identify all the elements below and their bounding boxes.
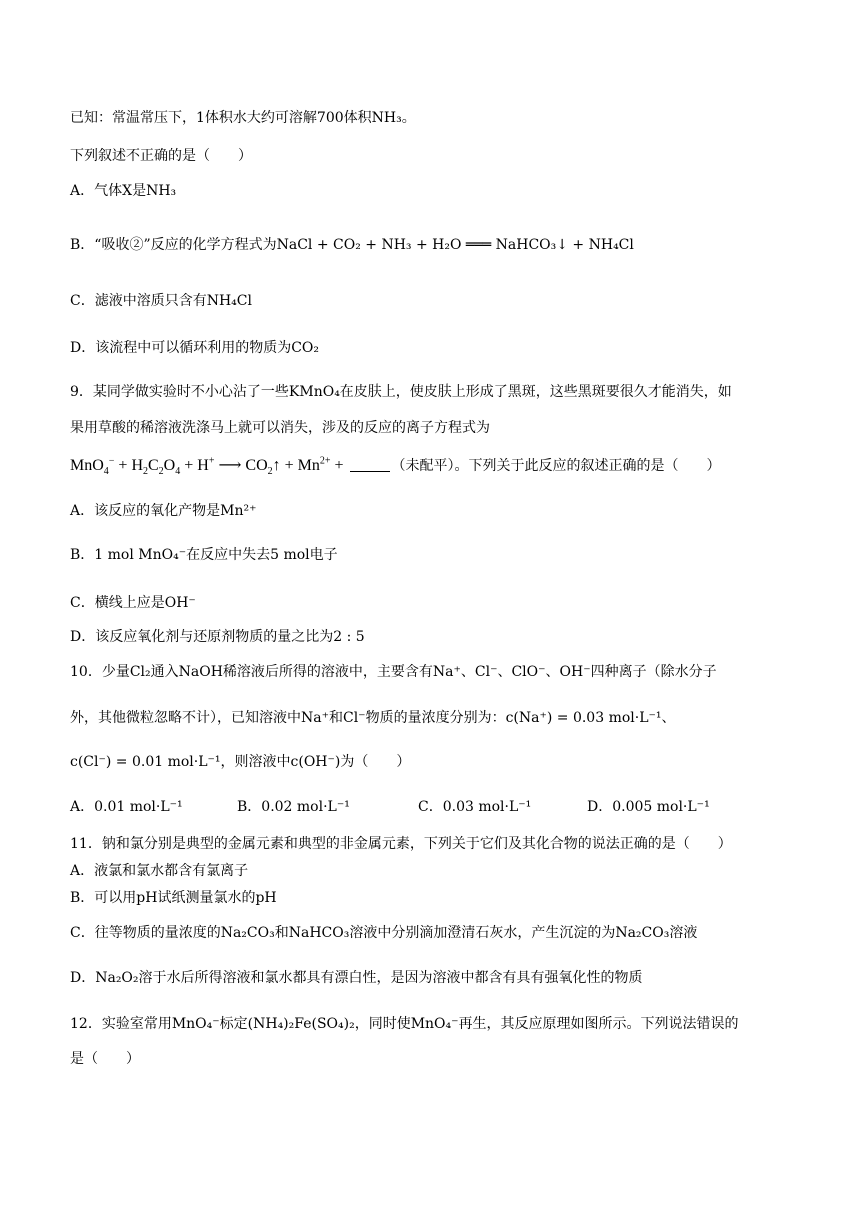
q9-ionic-equation: $MnO_4^- + H_2C_2O_4 + H^+$ ⟶ $CO_2↑ + Mn^{2+}$ + （未配平）。下列关于此反应的叙述正确的是（ ） — [70, 455, 721, 478]
q9-stem-line1: 9．某同学做实验时不小心沾了一些KMnO₄在皮肤上，使皮肤上形成了黑斑，这些黑斑要很久才能消失，如 — [70, 384, 732, 400]
q10-option-d: D．0.005 mol·L⁻¹ — [587, 799, 710, 815]
q10-option-b: B．0.02 mol·L⁻¹ — [237, 799, 350, 815]
q12-stem-line1: 12．实验室常用MnO₄⁻标定(NH₄)₂Fe(SO₄)₂，同时使MnO₄⁻再生，其反应原理如图所示。下列说法错误的 — [70, 1016, 739, 1032]
q11-stem: 11．钠和氯分别是典型的金属元素和典型的非金属元素，下列关于它们及其化合物的说法正确的是（ ） — [70, 836, 732, 852]
q9-stem-line2: 果用草酸的稀溶液洗涤马上就可以消失，涉及的反应的离子方程式为 — [70, 420, 490, 436]
q10-stem-line2: 外，其他微粒忽略不计），已知溶液中Na⁺和Cl⁻物质的量浓度分别为：c(Na⁺) = 0.03 mol·L⁻¹、 — [70, 710, 676, 726]
q8-stem: 下列叙述不正确的是（ ） — [70, 148, 252, 164]
known-condition: 已知：常温常压下，1体积水大约可溶解700体积NH₃。 — [70, 110, 416, 126]
q10-stem-line1: 10．少量Cl₂通入NaOH稀溶液后所得的溶液中，主要含有Na⁺、Cl⁻、ClO⁻、OH⁻四种离子（除水分子 — [70, 664, 717, 680]
q10-option-c: C．0.03 mol·L⁻¹ — [418, 799, 532, 815]
q10-option-a: A．0.01 mol·L⁻¹ — [70, 799, 183, 815]
q12-stem-line2: 是（ ） — [70, 1051, 140, 1067]
q9-equation-tail: （未配平）。下列关于此反应的叙述正确的是（ ） — [391, 458, 721, 474]
q11-option-c: C．往等物质的量浓度的Na₂CO₃和NaHCO₃溶液中分别滴加澄清石灰水，产生沉淀的为Na₂CO₃溶液 — [70, 925, 698, 941]
q9-answer-blank — [350, 457, 390, 472]
q8-option-b: B．“吸收②”反应的化学方程式为NaCl + CO₂ + NH₃ + H₂O ═══ NaHCO₃↓ + NH₄Cl — [70, 237, 634, 253]
q9-option-a: A．该反应的氧化产物是Mn²⁺ — [70, 503, 257, 519]
q9-option-b: B．1 mol MnO₄⁻在反应中失去5 mol电子 — [70, 547, 338, 563]
q8-option-a: A．气体X是NH₃ — [70, 183, 177, 199]
q9-option-c: C．横线上应是OH⁻ — [70, 595, 196, 611]
q8-option-d: D．该流程中可以循环利用的物质为CO₂ — [70, 340, 320, 356]
q11-option-d: D．Na₂O₂溶于水后所得溶液和氯水都具有漂白性，是因为溶液中都含有具有强氧化性的物质 — [70, 970, 643, 986]
q8-option-c: C．滤液中溶质只含有NH₄Cl — [70, 293, 252, 309]
q10-stem-line3: c(Cl⁻) = 0.01 mol·L⁻¹，则溶液中c(OH⁻)为（ ） — [70, 754, 411, 770]
q9-option-d: D．该反应氧化剂与还原剂物质的量之比为2 : 5 — [70, 629, 365, 645]
q11-option-a: A．液氯和氯水都含有氯离子 — [70, 863, 249, 879]
q11-option-b: B．可以用pH试纸测量氯水的pH — [70, 890, 277, 906]
